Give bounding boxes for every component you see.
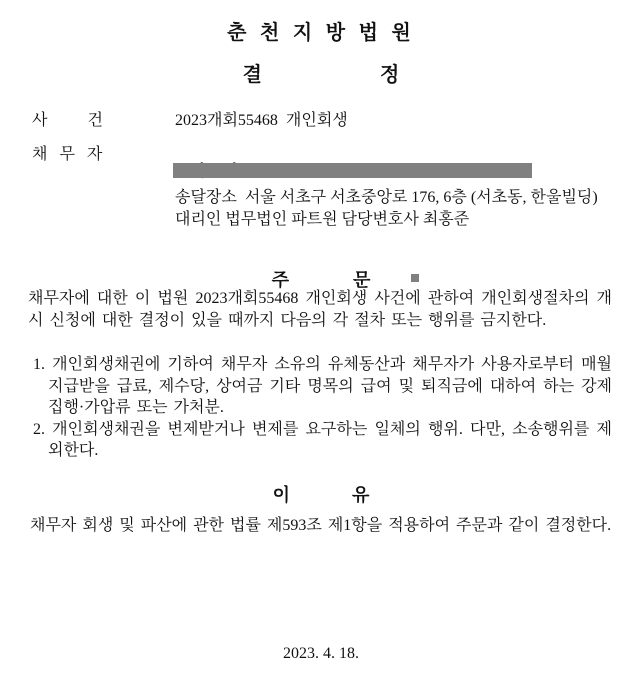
order-paragraph: 채무자에 대한 이 법원 2023개회55468 개인회생 사건에 관하여 개인회생절차의 개시 신청에 대한 결정이 있을 때까지 다음의 각 절차 또는 행위를 금지한다. [28,290,612,329]
order-item-1 [33,354,612,419]
decision-date: 2023. 4. 18. [283,645,359,662]
case-number-value: 2023개회55468 개인회생 [175,112,348,129]
redaction-bar-address [173,163,532,178]
reason-section-heading [0,481,642,507]
attorney-line: 대리인 법무법인 파트원 담당변호사 최홍준 [175,211,470,228]
order-items-list [33,354,612,462]
debtor-label: 채 무 자 [32,146,103,163]
service-address-line: 송달장소 서울 서초구 서초중앙로 176, 6층 (서초동, 한울빌딩) [175,189,598,206]
reason-heading-char-2: 유 [352,485,370,505]
order-item-1-text: 개인회생채권에 기하여 채무자 소유의 유체동산과 채무자가 사용자로부터 매월 지급받을 급료, 제수당, 상여금 기타 명목의 급여 및 퇴직금에 대하여 하는 강제집행·가압류 또는 가처분. [48,356,612,416]
reason-heading-char-1: 이 [272,485,290,505]
decision-heading-char-1: 결 [242,64,262,86]
order-heading-char-1: 주 [271,270,289,290]
decision-heading-char-2: 정 [380,64,400,86]
order-item-2-number: 2. [33,420,45,438]
order-item-2 [33,419,612,462]
redaction-mark-small-square [411,274,419,282]
reason-paragraph: 채무자 회생 및 파산에 관한 법률 제593조 제1항을 적용하여 주문과 같이 결정한다. [30,517,612,534]
document-type-heading [0,58,642,87]
order-item-2-text: 개인회생채권을 변제받거나 변제를 요구하는 일체의 행위. 다만, 소송행위를 제외한다. [48,420,612,459]
order-heading-char-2: 문 [353,270,371,290]
court-name-title: 춘 천 지 방 법 원 [227,22,415,44]
order-item-1-number: 1. [33,356,45,373]
case-number-label: 사 건 [32,112,103,129]
